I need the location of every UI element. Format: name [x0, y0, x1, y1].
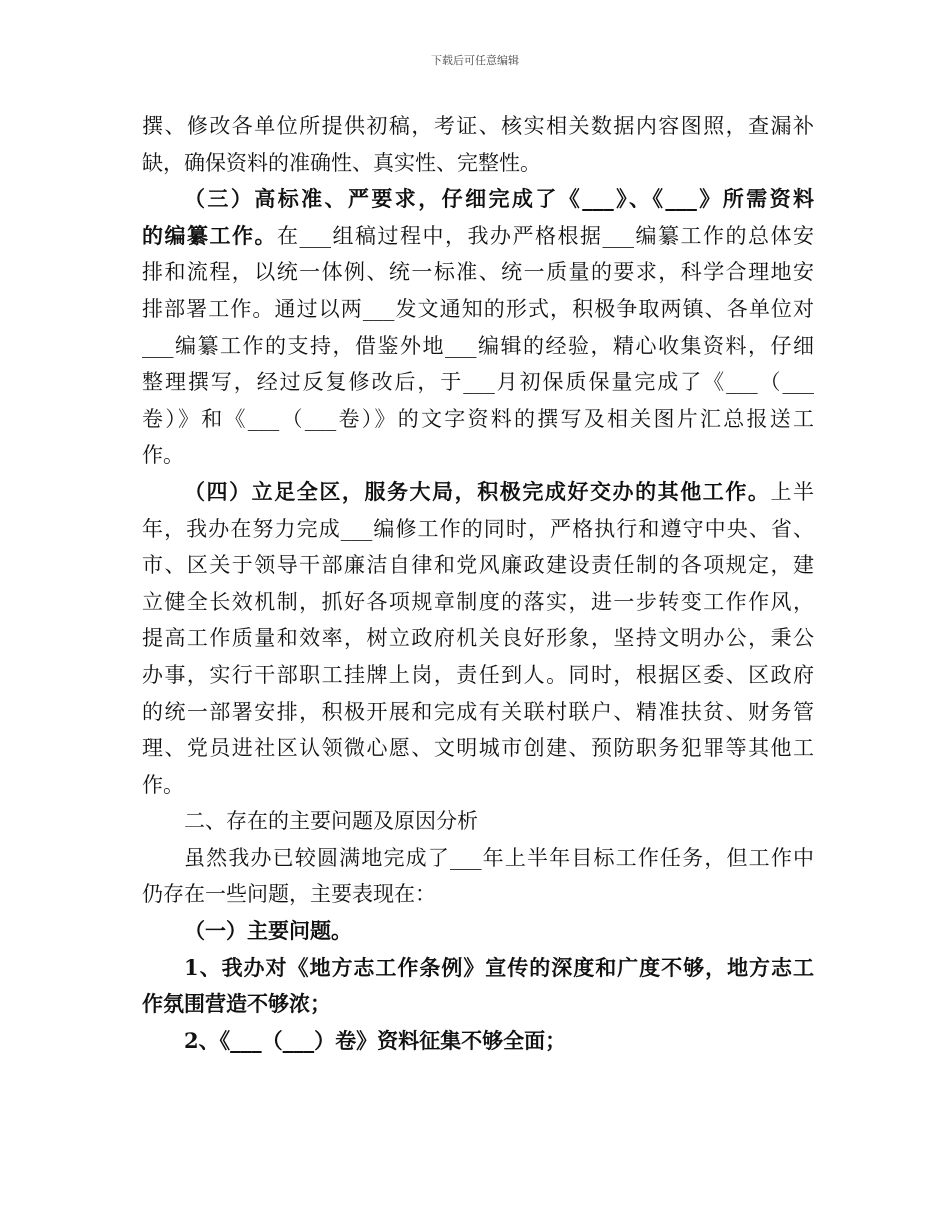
paragraph-line: 排和流程，以统一体例、统一标准、统一质量的要求，科学合理地安 — [142, 260, 814, 285]
paragraph-line: 理、党员进社区认领微心愿、文明城市创建、预防职务犯罪等其他工 — [142, 736, 814, 761]
paragraph-line: 作氛围营造不够浓； — [142, 991, 331, 1017]
paragraph-line: 2、《___（___）卷》资料征集不够全面； — [184, 1027, 567, 1053]
paragraph-line: （一）主要问题。 — [184, 918, 352, 944]
paragraph-line: 排部署工作。通过以两___发文通知的形式，积极争取两镇、各单位对 — [142, 296, 814, 321]
paragraph-line: 提高工作质量和效率，树立政府机关良好形象，坚持文明办公，秉公 — [142, 626, 814, 651]
paragraph-line: 的统一部署安排，积极开展和完成有关联村联户、精准扶贫、财务管 — [142, 699, 814, 724]
paragraph-line: （三）高标准、严要求，仔细完成了《___》、《___》所需资料 — [184, 186, 814, 212]
paragraph-line: 缺，确保资料的准确性、真实性、完整性。 — [142, 150, 541, 175]
paragraph-line: 虽然我办已较圆满地完成了___年上半年目标工作任务，但工作中 — [184, 845, 814, 870]
paragraph-line — [142, 474, 814, 511]
paragraph-line: 卷）》和《___（___卷）》的文字资料的撰写及相关图片汇总报送工 — [142, 406, 814, 431]
paragraph-line — [142, 218, 814, 255]
paragraph-line: 年，我办在努力完成___编修工作的同时，严格执行和遵守中央、省、 — [142, 516, 814, 541]
bold-lead-text: 的编纂工作。 — [142, 222, 277, 248]
paragraph-line: 仍存在一些问题，主要表现在： — [142, 882, 436, 907]
bold-lead-text: （四）立足全区，服务大局，积极完成好交办的其他工作。 — [184, 478, 771, 504]
paragraph-line: 撰、修改各单位所提供初稿，考证、核实相关数据内容图照，查漏补 — [142, 114, 814, 138]
line-text: 上半 — [770, 479, 815, 504]
paragraph-line: 整理撰写，经过反复修改后，于___月初保质保量完成了《___（___ — [142, 370, 814, 395]
paragraph-line: ___编纂工作的支持，借鉴外地___编辑的经验，精心收集资料，仔细 — [142, 333, 814, 358]
paragraph-line: 作。 — [142, 772, 184, 797]
paragraph-line: 立健全长效机制，抓好各项规章制度的落实，进一步转变工作作风， — [142, 589, 814, 614]
document-body — [142, 108, 814, 1059]
paragraph-line: 办事，实行干部职工挂牌上岗，责任到人。同时，根据区委、区政府 — [142, 662, 814, 687]
paragraph-line: 作。 — [142, 443, 184, 468]
paragraph-line: 市、区关于领导干部廉洁自律和党风廉政建设责任制的各项规定，建 — [142, 553, 814, 578]
line-text: 在___组稿过程中，我办严格根据___编纂工作的总体安 — [277, 223, 814, 248]
page-header: 下载后可任意编辑 — [431, 54, 519, 67]
paragraph-line: 二、存在的主要问题及原因分析 — [184, 809, 478, 834]
paragraph-line: 1、我办对《地方志工作条例》宣传的深度和广度不够，地方志工 — [184, 954, 814, 980]
